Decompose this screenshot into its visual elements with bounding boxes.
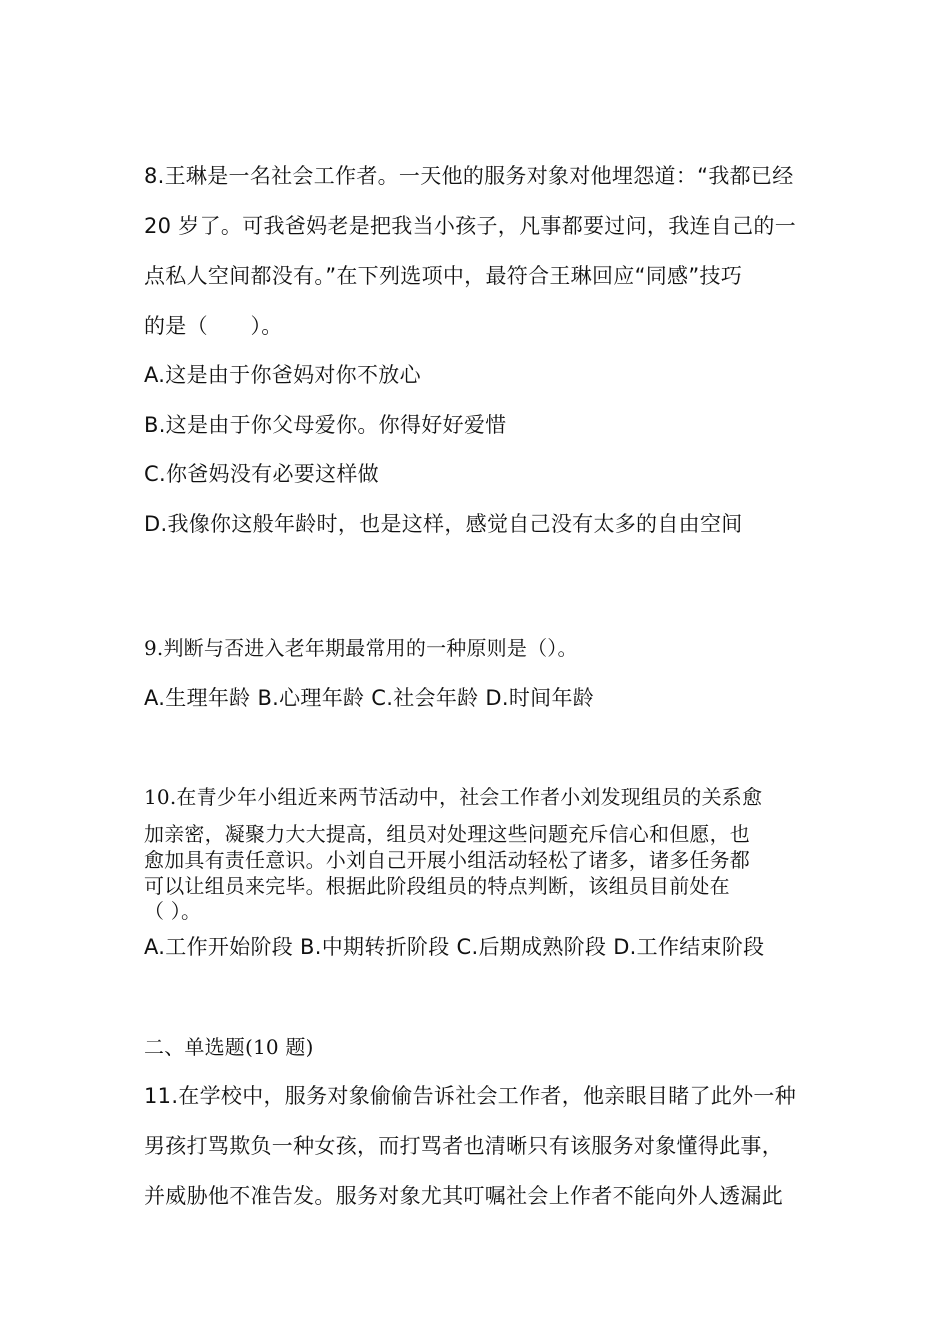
question-8-stem-line-1: 8.王琳是一名社会工作者。一天他的服务对象对他埋怨道：“我都已经 — [144, 164, 794, 188]
section-heading: 二、单选题(10 题) — [144, 1035, 314, 1059]
question-8-option-a: A.这是由于你爸妈对你不放心 — [144, 363, 421, 387]
question-10-stem-line-4: 可以让组员来完毕。根据此阶段组员的特点判断，该组员目前处在 — [144, 874, 730, 898]
question-11-stem-line-3: 并威胁他不准告发。服务对象尤其叮嘱社会上作者不能向外人透漏此 — [144, 1184, 783, 1208]
question-8-option-b: B.这是由于你父母爱你。你得好好爱惜 — [144, 413, 507, 437]
question-10-stem-line-3: 愈加具有责任意识。小刘自己开展小组活动轻松了诸多，诸多任务都 — [144, 848, 750, 872]
question-8-stem-line-3: 点私人空间都没有。”在下列选项中，最符合王琳回应“同感”技巧 — [144, 264, 743, 288]
question-8-option-c: C.你爸妈没有必要这样做 — [144, 462, 379, 486]
question-8-stem-line-4: 的是（ ）。 — [144, 314, 283, 338]
question-9-options: A.生理年龄 B.心理年龄 C.社会年龄 D.时间年龄 — [144, 686, 595, 710]
question-10-options: A.工作开始阶段 B.中期转折阶段 C.后期成熟阶段 D.工作结束阶段 — [144, 935, 765, 959]
question-11-stem-line-2: 男孩打骂欺负一种女孩，而打骂者也清晰只有该服务对象懂得此事， — [144, 1134, 783, 1158]
question-8-option-d: D.我像你这般年龄时，也是这样，感觉自己没有太多的自由空间 — [144, 512, 743, 536]
question-11-stem-line-1: 11.在学校中，服务对象偷偷告诉社会工作者，他亲眼目睹了此外一种 — [144, 1084, 796, 1108]
question-9-stem: 9.判断与否进入老年期最常用的一种原则是（）。 — [144, 636, 578, 660]
question-10-stem-line-1: 10.在青少年小组近来两节活动中，社会工作者小刘发现组员的关系愈 — [144, 785, 763, 809]
question-8-stem-line-2: 20 岁了。可我爸妈老是把我当小孩子，凡事都要过问，我连自己的一 — [144, 214, 796, 238]
question-10-stem-line-2: 加亲密，凝聚力大大提高，组员对处理这些问题充斥信心和但愿，也 — [144, 822, 750, 846]
question-10-stem-line-5: （ ）。 — [144, 899, 202, 923]
